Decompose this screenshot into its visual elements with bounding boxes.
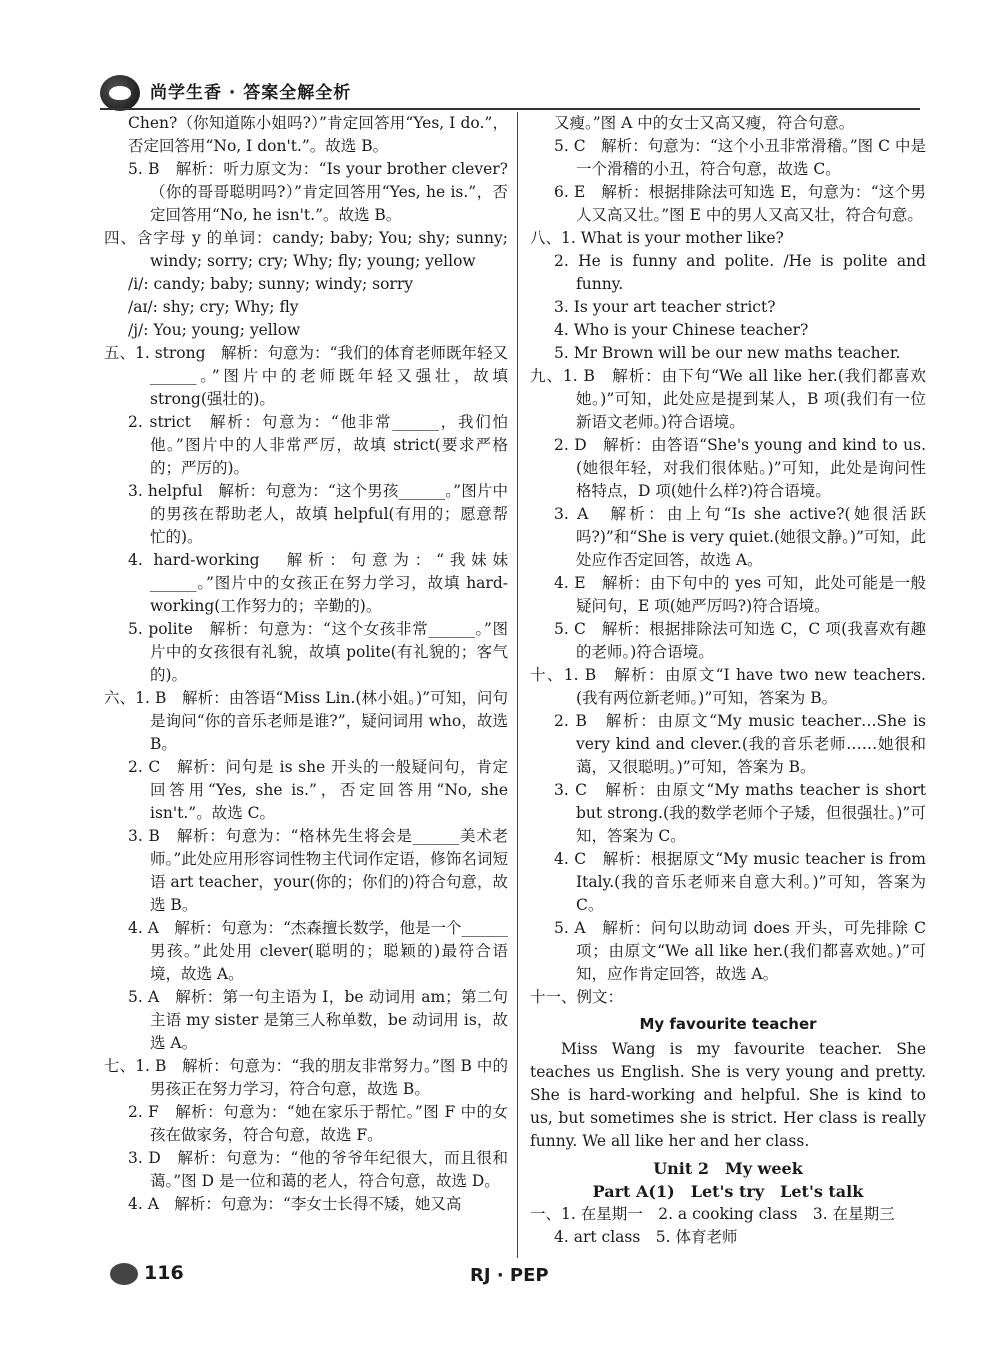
answer-line: 3. Is your art teacher strict? (554, 298, 776, 316)
answer-line: 6. E 解析：根据排除法可知选 E，句意为：“这个男人又高又壮。”图 E 中的男人又高又壮，符合句意。 (554, 183, 926, 224)
unit-title: Unit 2 My week (653, 1159, 803, 1178)
answer-line: 四、含字母 y 的单词：candy; baby; You; shy; sunny; windy; sorry; cry; Why; fly; young; yellow (104, 229, 508, 270)
answer-line: /i/: candy; baby; sunny; windy; sorry (128, 275, 413, 293)
part-title: Part A(1) Let's try Let's talk (592, 1182, 864, 1201)
answer-line: 3. helpful 解析：句意为：“这个男孩______。”图片中的男孩在帮助老人，故填 helpful(有用的；愿意帮忙的)。 (128, 482, 508, 546)
answer-line: 5. C 解析：根据排除法可知选 C，C 项(我喜欢有趣的老师。)符合语境。 (554, 620, 926, 661)
answer-line: 九、1. B 解析：由下句“We all like her.(我们都喜欢她。)”可知，此处应是提到某人，B 项(我们有一位新语文老师。)符合语境。 (530, 367, 926, 431)
answer-line: 十、1. B 解析：由原文“I have two new teachers.(我有两位新老师。)”可知，答案为 B。 (530, 666, 926, 707)
answer-line: Chen?（你知道陈小姐吗?）”肯定回答用“Yes, I do.”，否定回答用“No, I don't.”。故选 B。 (128, 114, 508, 155)
essay-title: My favourite teacher (639, 1015, 817, 1033)
answer-line: 2. He is funny and polite. /He is polite and funny. (554, 252, 926, 293)
answer-line: 3. A 解析：由上句“Is she active?(她很活跃吗?)”和“She is very quiet.(她很文静。)”可知，此处应作否定回答，故选 A。 (554, 505, 926, 569)
right-column (530, 112, 926, 1244)
edition-label: RJ · PEP (470, 1265, 549, 1286)
answer-line: 4. art class 5. 体育老师 (554, 1228, 738, 1246)
answer-line: 4. C 解析：根据原文“My music teacher is from Italy.(我的音乐老师来自意大利。)”可知，答案为 C。 (554, 850, 926, 914)
answer-line: 十一、例文： (530, 988, 624, 1006)
mascot-logo-icon (100, 75, 140, 111)
answer-line: 2. D 解析：由答语“She's young and kind to us.(她很年轻，对我们很体贴。)”可知，此处是询问性格特点，D 项(她什么样?)符合语境。 (554, 436, 926, 500)
header-title: 尚学生香 · 答案全解全析 (150, 82, 352, 103)
answer-line: 4. hard-working 解析：句意为：“我妹妹______。”图片中的女孩正在努力学习，故填 hard-working(工作努力的；辛勤的)。 (128, 551, 508, 615)
answer-line: /j/: You; young; yellow (128, 321, 301, 339)
answer-line: 八、1. What is your mother like? (530, 229, 784, 247)
answer-line: 2. B 解析：由原文“My music teacher…She is very kind and clever.(我的音乐老师……她很和蔼，又很聪明。)”可知，答案为 B。 (554, 712, 926, 776)
header-rule (100, 108, 920, 110)
answer-line: 5. A 解析：问句以助动词 does 开头，可先排除 C 项；由原文“We all like her.(我们都喜欢她。)”可知，应作肯定回答，故选 A。 (554, 919, 926, 983)
mascot-icon (110, 1263, 138, 1285)
answer-line: 2. C 解析：问句是 is she 开头的一般疑问句，肯定回答用“Yes, she is.”，否定回答用“No, she isn't.”。故选 C。 (128, 758, 508, 822)
answer-line: 3. D 解析：句意为：“他的爷爷年纪很大，而且很和蔼。”图 D 是一位和蔼的老人，符合句意，故选 D。 (128, 1149, 508, 1190)
answer-line: 4. A 解析：句意为：“李女士长得不矮，她又高 (128, 1195, 462, 1213)
answer-line: 一、1. 在星期一 2. a cooking class 3. 在星期三 (530, 1205, 895, 1223)
answer-line: 五、1. strong 解析：句意为：“我们的体育老师既年轻又______。”图片中的老师既年轻又强壮，故填 strong(强壮的)。 (104, 344, 508, 408)
answer-line: 3. B 解析：句意为：“格林先生将会是______美术老师。”此处应用形容词性物主代词作定语，修饰名词短语 art teacher，your(你的；你们的)符合句意，故选 B。 (128, 827, 508, 914)
answer-line: 5. polite 解析：句意为：“这个女孩非常______。”图片中的女孩很有礼貌，故填 polite(有礼貌的；客气的)。 (128, 620, 508, 684)
column-divider (517, 112, 518, 1258)
answer-line: 4. E 解析：由下句中的 yes 可知，此处可能是一般疑问句，E 项(她严厉吗?)符合语境。 (554, 574, 926, 615)
answer-line: 5. C 解析：句意为：“这个小丑非常滑稽。”图 C 中是一个滑稽的小丑，符合句意，故选 C。 (554, 137, 926, 178)
page-header (100, 78, 351, 108)
answer-line: 2. strict 解析：句意为：“他非常______，我们怕他。”图片中的人非常严厉，故填 strict(要求严格的；严厉的)。 (128, 413, 508, 477)
left-column (104, 112, 508, 1244)
answer-line: 3. C 解析：由原文“My maths teacher is short but strong.(我的数学老师个子矮，但很强壮。)”可知，答案为 C。 (554, 781, 926, 845)
essay-body: Miss Wang is my favourite teacher. She teaches us English. She is very young and pretty. She is hard-working and helpful. She is kind to us, but sometimes she is strict. Her class is really funny. We all like her and her class. (530, 1040, 926, 1150)
answer-line: 六、1. B 解析：由答语“Miss Lin.(林小姐。)”可知，问句是询问“你的音乐老师是谁?”，疑问词用 who，故选 B。 (104, 689, 508, 753)
answer-line: 5. Mr Brown will be our new maths teacher. (554, 344, 901, 362)
answer-line: 4. A 解析：句意为：“杰森擅长数学，他是一个______男孩。”此处用 clever(聪明的；聪颖的)最符合语境，故选 A。 (128, 919, 508, 983)
answer-line: 5. A 解析：第一句主语为 I，be 动词用 am；第二句主语 my sister 是第三人称单数，be 动词用 is，故选 A。 (128, 988, 508, 1052)
answer-line: 5. B 解析：听力原文为：“Is your brother clever?（你的哥哥聪明吗?）”肯定回答用“Yes, he is.”，否定回答用“No, he isn't.”。故选 B。 (128, 160, 508, 224)
answer-line: 又瘦。”图 A 中的女士又高又瘦，符合句意。 (554, 114, 855, 132)
page-number-badge (110, 1262, 184, 1285)
answer-line: /aɪ/: shy; cry; Why; fly (128, 298, 299, 316)
answer-line: 4. Who is your Chinese teacher? (554, 321, 809, 339)
answer-line: 七、1. B 解析：句意为：“我的朋友非常努力。”图 B 中的男孩正在努力学习，符合句意，故选 B。 (104, 1057, 508, 1098)
page-number: 116 (144, 1262, 184, 1284)
answer-line: 2. F 解析：句意为：“她在家乐于帮忙。”图 F 中的女孩在做家务，符合句意，故选 F。 (128, 1103, 508, 1144)
